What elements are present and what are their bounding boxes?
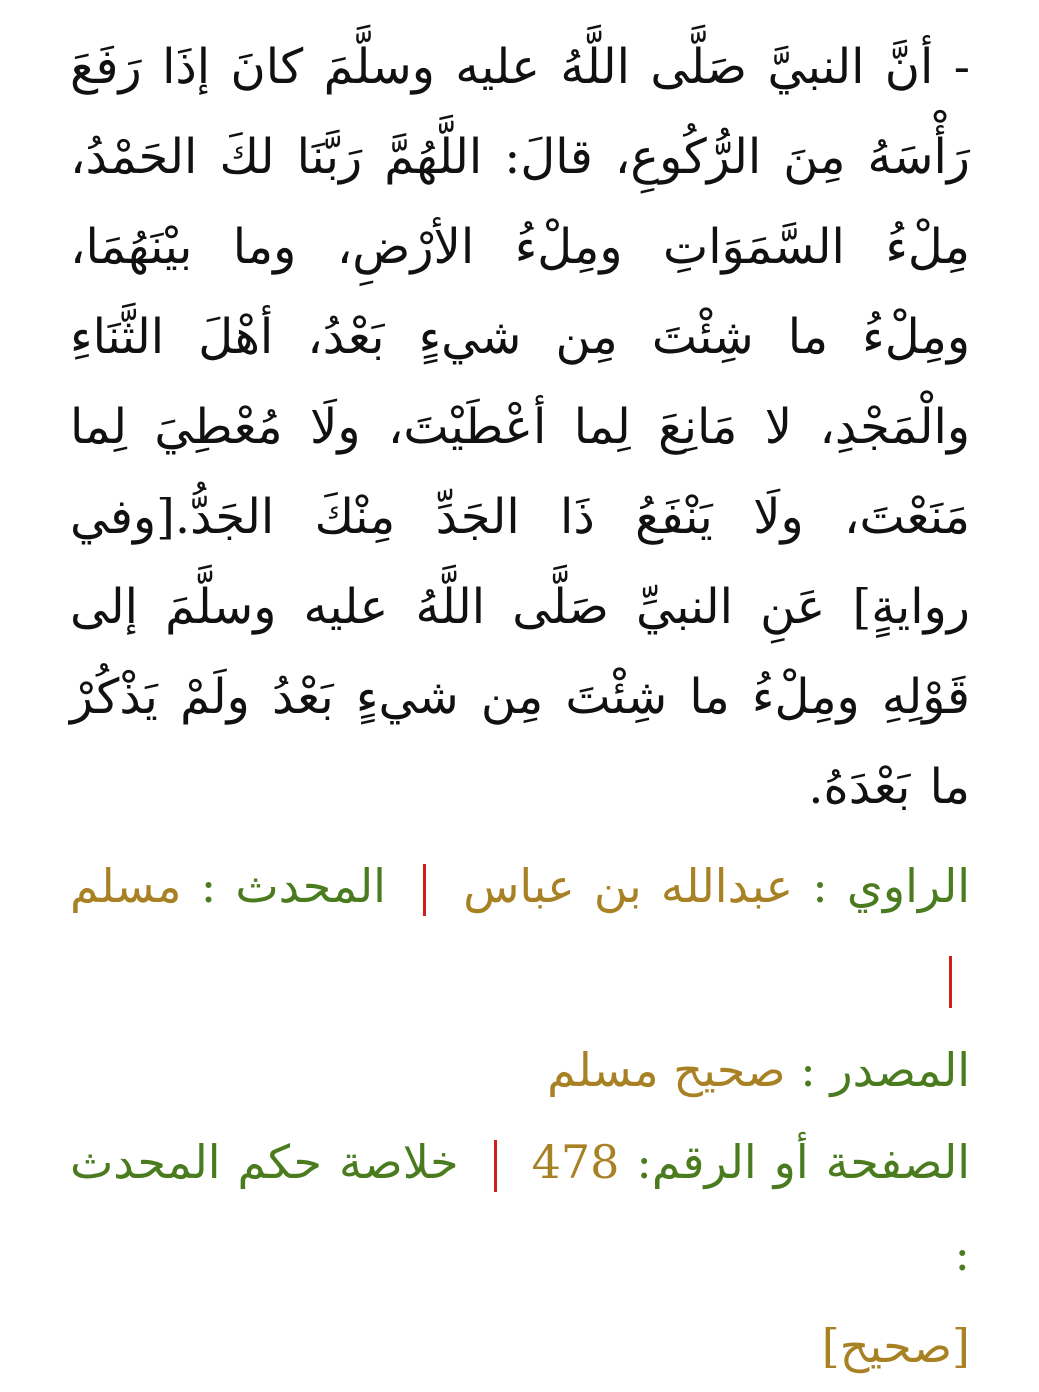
hadith-text: - أنَّ النبيَّ صَلَّى اللَّهُ عليه وسلَّمَ كانَ إذَا رَفَعَ رَأْسَهُ مِنَ الرُّكُوعِ، قالَ: اللَّهُمَّ رَبَّنَا لكَ الحَمْدُ، مِلْءُ السَّمَوَاتِ ومِلْءُ الأرْضِ، وما بيْنَهُمَا، ومِلْءُ ما شِئْتَ مِن شيءٍ بَعْدُ، أهْلَ الثَّنَاءِ والْمَجْدِ، لا مَانِعَ لِما أعْطَيْتَ، ولَا مُعْطِيَ لِما مَنَعْتَ، ولَا يَنْفَعُ ذَا الجَدِّ مِنْكَ الجَدُّ.[وفي روايةٍ] عَنِ النبيِّ صَلَّى اللَّهُ عليه وسلَّمَ إلى قَوْلِهِ ومِلْءُ ما شِئْتَ مِن شيءٍ بَعْدُ ولَمْ يَذْكُرْ ما بَعْدَهُ. xyxy=(70,39,970,815)
hadith-card xyxy=(70,22,971,1373)
source-value: صحيح مسلم xyxy=(547,1043,786,1097)
narrator-label: الراوي : xyxy=(812,859,971,913)
separator-bar xyxy=(949,956,952,1008)
page-number-label: الصفحة أو الرقم: xyxy=(636,1135,970,1189)
separator-bar xyxy=(494,1140,497,1192)
ruling-value: [صحيح] xyxy=(821,1319,970,1373)
separator-bar xyxy=(423,864,426,916)
page-number-value: 478 xyxy=(531,1135,620,1189)
narrator-value: عبدالله بن عباس xyxy=(463,859,794,913)
hadith-metadata xyxy=(70,840,970,1392)
ruling-label: خلاصة حكم المحدث : xyxy=(70,1135,970,1281)
muhaddith-label: المحدث : xyxy=(200,859,386,913)
muhaddith-value: مسلم xyxy=(70,859,182,913)
source-label: المصدر : xyxy=(800,1043,970,1097)
